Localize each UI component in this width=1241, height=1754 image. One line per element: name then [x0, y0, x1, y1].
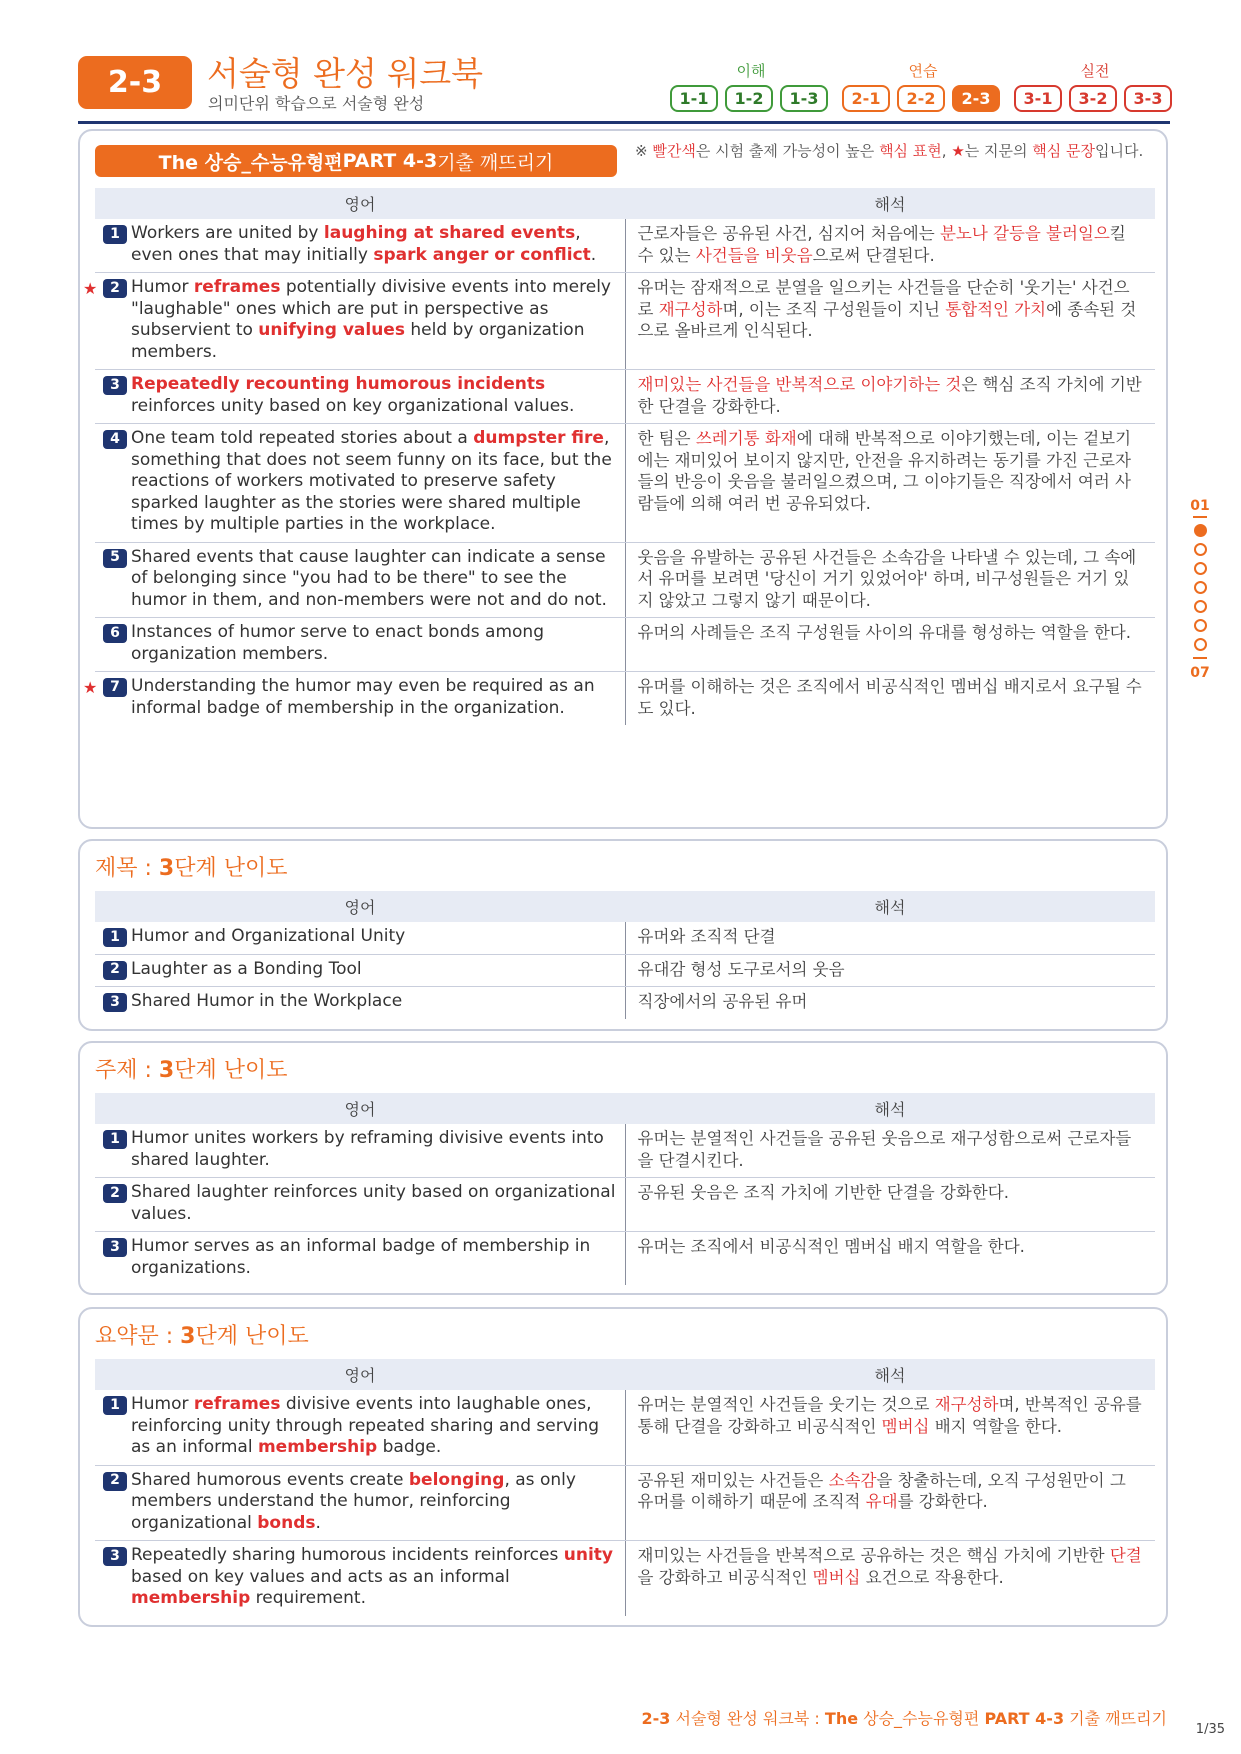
note-text: , [941, 142, 952, 160]
title-table [95, 891, 1155, 1019]
footer-part: PART 4-3 [984, 1709, 1065, 1728]
text: 킬 수 있는 [637, 224, 1126, 265]
text: Laughter as a Bonding Tool [131, 958, 362, 979]
stage-1-1[interactable]: 1-1 [670, 85, 718, 112]
footer-badge: 2-3 [641, 1709, 671, 1728]
text: divisive events into laughable ones, reinforcing unity through repeated sharing and serving as an informal [131, 1394, 600, 1457]
section-title [95, 1053, 287, 1084]
sentence-number: 3 [103, 376, 127, 395]
english-sentence [95, 424, 625, 543]
text: Repeatedly sharing humorous incidents reinforces [131, 1545, 564, 1565]
item-number: 3 [103, 993, 127, 1012]
page-footer [642, 1706, 1167, 1729]
col-header-korean: 해석 [625, 891, 1155, 922]
stage-1-3[interactable]: 1-3 [780, 85, 828, 112]
english-sentence [95, 219, 625, 273]
item-number: 2 [103, 1472, 127, 1491]
key-expression: laughing at shared events [323, 223, 576, 243]
key-expression: reframes [193, 277, 281, 297]
col-header-english: 영어 [95, 1359, 625, 1390]
text: based on key values and acts as an informal [131, 1566, 510, 1587]
footer-text: 기출 깨뜨리기 [1064, 1709, 1167, 1728]
stage-3-1[interactable]: 3-1 [1014, 85, 1062, 112]
col-header-korean: 해석 [625, 1093, 1155, 1124]
banner-suffix: 기출 깨뜨리기 [437, 151, 554, 174]
english-title [95, 987, 625, 1019]
note-text: ※ [635, 142, 653, 160]
key-sentence-star-icon: ★ [83, 279, 98, 298]
col-header-korean: 해석 [625, 188, 1155, 219]
text: 한 팀은 [637, 429, 696, 448]
progress-dot-1[interactable] [1194, 524, 1207, 537]
english-summary [95, 1541, 625, 1616]
legend-note [635, 141, 1155, 161]
title-row [95, 954, 1155, 987]
summary-panel [78, 1307, 1168, 1627]
stage-2-2[interactable]: 2-2 [897, 85, 945, 112]
item-number: 2 [103, 961, 127, 980]
section-label: 주제 : [95, 1058, 159, 1083]
page-number: 1/35 [1195, 1722, 1225, 1737]
sentence-number: 5 [103, 549, 127, 568]
key-expression: 쓰레기통 화재 [695, 429, 797, 448]
text: One team told repeated stories about a [131, 428, 474, 448]
text: Shared Humor in the Workplace [131, 991, 403, 1011]
item-number: 2 [103, 1184, 127, 1203]
difficulty-level: 3 [158, 856, 175, 881]
text: badge. [377, 1437, 442, 1457]
title-row [95, 922, 1155, 954]
banner-brand: The 상승_수능유형편 [158, 151, 343, 174]
side-nav-end: 07 [1190, 665, 1210, 681]
difficulty-level: 3 [180, 1324, 196, 1349]
side-nav-divider [1193, 516, 1207, 518]
key-expression: Repeatedly recounting humorous incidents [131, 374, 546, 394]
note-text: 는 지문의 [964, 142, 1033, 160]
text: 유머의 사례들은 조직 구성원들 사이의 유대를 형성하는 역할을 한다. [637, 623, 1131, 642]
progress-dot-3[interactable] [1194, 562, 1207, 575]
text: , as only members understand the humor, reinforcing organizational [131, 1469, 576, 1533]
summary-row [95, 1390, 1155, 1465]
theme-table [95, 1093, 1155, 1285]
text: Shared events that cause laughter can indicate a sense of belonging since "you had to be there" to see the humor in them, and non-members were not and do not. [131, 546, 607, 610]
key-expression: 분노나 갈등을 불러일으 [939, 224, 1110, 243]
key-expression: 재미있는 사건들을 반복적으로 이야기하는 것 [637, 375, 962, 394]
section-label: 제목 : [95, 856, 159, 881]
note-red: 핵심 표현 [879, 142, 942, 160]
korean-translation [625, 424, 1155, 543]
key-expression: 재구성하 [934, 1395, 999, 1414]
main-passage-panel [78, 129, 1168, 829]
banner-part: PART 4-3 [342, 150, 438, 172]
col-header-english: 영어 [95, 1093, 625, 1124]
text: 으로써 단결된다. [812, 245, 935, 265]
stage-2-3[interactable]: 2-3 [952, 85, 1000, 112]
note-text: 입니다. [1095, 142, 1144, 160]
side-nav-divider [1193, 657, 1207, 659]
stage-3-3[interactable]: 3-3 [1124, 85, 1172, 112]
group-label-understand: 이해 [736, 62, 766, 80]
english-sentence [95, 542, 625, 618]
star-icon: ★ [951, 142, 965, 160]
key-expression: reframes [193, 1394, 281, 1414]
korean-translation [625, 672, 1155, 726]
progress-dot-6[interactable] [1194, 619, 1207, 632]
english-summary [95, 1390, 625, 1465]
item-number: 1 [103, 928, 127, 947]
text: 배지 역할을 한다. [929, 1416, 1063, 1436]
english-sentence [95, 618, 625, 672]
text: 공유된 재미있는 사건들은 [637, 1470, 829, 1490]
text: 근로자들은 공유된 사건, 심지어 처음에는 [637, 224, 940, 243]
text: , something that does not seem funny on its face, but the reactions of workers motivated to preserve safety sparked laughter as the stories were shared multiple times by multiple parties in the workplace. [131, 428, 612, 534]
item-number: 3 [103, 1547, 127, 1566]
section-label: 요약문 : [95, 1324, 181, 1349]
korean-summary [625, 1541, 1155, 1616]
key-expression: belonging [408, 1469, 505, 1490]
text: reinforces unity based on key organizational values. [131, 395, 575, 416]
korean-translation [625, 273, 1155, 370]
theme-row [95, 1232, 1155, 1286]
korean-translation [625, 618, 1155, 672]
english-sentence [83, 672, 625, 726]
progress-dot-7[interactable] [1194, 638, 1207, 651]
key-expression: membership [131, 1588, 251, 1608]
text: 웃음을 유발하는 공유된 사건들은 소속감을 나타낼 수 있는데, 그 속에서 유머를 보려면 '당신이 거기 있었어야' 하며, 비구성원들은 거기 있지 않았고 그렇지 않기 때문이다. [637, 547, 1137, 610]
english-theme [95, 1124, 625, 1178]
passage-row [95, 273, 1155, 370]
summary-row [95, 1541, 1155, 1616]
item-number: 3 [103, 1238, 127, 1257]
key-expression: 소속감 [828, 1470, 877, 1490]
stage-1-2[interactable]: 1-2 [725, 85, 773, 112]
sentence-number: 7 [103, 678, 127, 697]
key-sentence-star-icon: ★ [83, 678, 98, 697]
difficulty-suffix: 단계 난이도 [195, 1324, 309, 1349]
group-label-practice: 연습 [908, 62, 938, 80]
text: 은 핵심 조직 가치에 기반한 단결을 강화한다. [637, 375, 1142, 416]
summary-table [95, 1359, 1155, 1616]
section-title [95, 851, 287, 882]
korean-summary [625, 1465, 1155, 1541]
group-label-real: 실전 [1080, 62, 1110, 80]
text: Instances of humor serve to enact bonds among organization members. [131, 622, 544, 664]
text: 며, 반복적인 공유를 통해 단결을 강화하고 비공식적인 [637, 1395, 1142, 1436]
passage-table [83, 188, 1155, 725]
item-number: 1 [103, 1130, 127, 1149]
passage-row [95, 672, 1155, 726]
english-sentence [83, 273, 625, 370]
english-theme [95, 1178, 625, 1232]
text: 에 대해 반복적으로 이야기했는데, 이는 겉보기에는 재미있어 보이지 않지만, 안전을 유지하려는 동기를 가진 근로자들의 반응이 웃음을 불러일으켰으며, 그 이야기들은 직장에서 여러 사람들에 의해 여러 번 공유되었다. [637, 429, 1132, 513]
text: , even ones that may initially [131, 223, 581, 265]
english-summary [95, 1465, 625, 1541]
passage-row [95, 542, 1155, 618]
text: Understanding the humor may even be required as an informal badge of membership in the organization. [131, 676, 595, 718]
text: 를 강화한다. [897, 1492, 988, 1511]
text: Humor [131, 277, 194, 297]
text: 유머는 잠재적으로 분열을 일으키는 사건들을 단순히 '웃기는' 사건으로 [637, 278, 1130, 319]
difficulty-suffix: 단계 난이도 [174, 856, 288, 881]
page-title: 서술형 완성 워크북 [207, 54, 484, 93]
text: 유머를 이해하는 것은 조직에서 비공식적인 멤버십 배지로서 요구될 수도 있다. [637, 677, 1142, 718]
key-expression: unifying values [258, 320, 405, 340]
text: . [590, 244, 597, 265]
text: 을 창출하는데, 오직 구성원만이 그 유머를 이해하기 때문에 조직적 [637, 1470, 1126, 1511]
item-number: 1 [103, 1396, 127, 1415]
text: 에 종속된 것으로 올바르게 인식된다. [637, 299, 1137, 340]
key-expression: membership [257, 1437, 378, 1457]
key-expression: bonds [257, 1512, 316, 1533]
source-banner [95, 145, 617, 177]
title-row [95, 987, 1155, 1019]
english-sentence [95, 370, 625, 424]
text: 을 강화하고 비공식적인 [637, 1567, 813, 1587]
text: 요건으로 작용한다. [860, 1567, 1004, 1587]
text: 유머는 분열적인 사건들을 웃기는 것으로 [637, 1395, 935, 1414]
key-expression: 유대 [865, 1492, 898, 1511]
progress-dot-4[interactable] [1194, 581, 1207, 594]
footer-text: 서술형 완성 워크북 : [670, 1709, 825, 1728]
korean-theme: 공유된 웃음은 조직 가치에 기반한 단결을 강화한다. [625, 1178, 1155, 1232]
side-nav-start: 01 [1190, 498, 1210, 514]
text: Humor [131, 1394, 194, 1414]
stage-2-1[interactable]: 2-1 [842, 85, 890, 112]
korean-title: 유대감 형성 도구로서의 웃음 [625, 954, 1155, 987]
korean-title: 직장에서의 공유된 유머 [637, 992, 808, 1011]
text: . [315, 1512, 321, 1533]
col-header-english: 영어 [95, 188, 625, 219]
note-red: 핵심 문장 [1032, 142, 1096, 160]
sentence-number: 2 [103, 279, 127, 298]
theme-panel [78, 1041, 1168, 1295]
korean-title: 유머와 조직적 단결 [625, 922, 1155, 954]
text: Humor unites workers by reframing divisive events into shared laughter. [131, 1128, 604, 1170]
footer-text: 상승_수능유형편 [858, 1709, 985, 1728]
korean-theme: 유머는 분열적인 사건들을 공유된 웃음으로 재구성함으로써 근로자들을 단결시킨다. [625, 1124, 1155, 1178]
text: Shared laughter reinforces unity based on organizational values. [131, 1182, 616, 1224]
sentence-number: 1 [103, 225, 127, 244]
header-divider [78, 121, 1170, 124]
text: Workers are united by [131, 223, 324, 243]
korean-summary [625, 1390, 1155, 1465]
col-header-english: 영어 [95, 891, 625, 922]
passage-row [95, 219, 1155, 273]
key-expression: 멤버십 [881, 1416, 930, 1436]
difficulty-suffix: 단계 난이도 [174, 1058, 288, 1083]
key-expression: 단결 [1109, 1546, 1142, 1565]
english-theme [95, 1232, 625, 1286]
key-expression: 통합적인 가치 [945, 299, 1047, 319]
page-subtitle: 의미단위 학습으로 서술형 완성 [208, 94, 425, 113]
stage-3-2[interactable]: 3-2 [1069, 85, 1117, 112]
korean-theme: 유머는 조직에서 비공식적인 멤버십 배지 역할을 한다. [637, 1237, 1025, 1256]
text: held by organization members. [131, 320, 585, 362]
summary-row [95, 1465, 1155, 1541]
korean-translation [625, 219, 1155, 273]
title-panel [78, 839, 1168, 1031]
passage-row [95, 424, 1155, 543]
key-expression: 멤버십 [812, 1567, 861, 1587]
text: requirement. [250, 1588, 366, 1608]
side-progress-nav [1185, 498, 1215, 681]
theme-row [95, 1178, 1155, 1232]
key-expression: 사건들을 비웃음 [695, 245, 813, 265]
progress-dot-2[interactable] [1194, 543, 1207, 556]
text: 며, 이는 조직 구성원들이 지닌 [722, 299, 946, 319]
text: Humor and Organizational Unity [131, 926, 406, 946]
text: potentially divisive events into merely "laughable" ones which are put in perspective as subservient to [131, 277, 611, 340]
col-header-korean: 해석 [625, 1359, 1155, 1390]
key-expression: 재구성하 [658, 299, 723, 319]
korean-translation [625, 542, 1155, 618]
korean-translation [625, 370, 1155, 424]
key-expression: spark anger or conflict [373, 244, 591, 265]
text: Humor serves as an informal badge of membership in organizations. [131, 1236, 591, 1278]
sentence-number: 4 [103, 430, 127, 449]
theme-row [95, 1124, 1155, 1178]
note-text: 은 시험 출제 가능성이 높은 [695, 142, 880, 160]
key-expression: unity [563, 1545, 613, 1565]
note-red: 빨간색 [652, 142, 696, 160]
difficulty-level: 3 [158, 1058, 175, 1083]
sentence-number: 6 [103, 624, 127, 643]
lesson-badge: 2-3 [78, 56, 192, 109]
english-title [95, 922, 625, 954]
passage-row [95, 370, 1155, 424]
section-title [95, 1319, 309, 1350]
footer-brand: The [824, 1709, 859, 1728]
text: Shared humorous events create [131, 1469, 409, 1490]
english-title [95, 954, 625, 987]
key-expression: dumpster fire [473, 428, 604, 448]
text: 재미있는 사건들을 반복적으로 공유하는 것은 핵심 가치에 기반한 [637, 1546, 1110, 1565]
progress-dot-5[interactable] [1194, 600, 1207, 613]
passage-row [95, 618, 1155, 672]
